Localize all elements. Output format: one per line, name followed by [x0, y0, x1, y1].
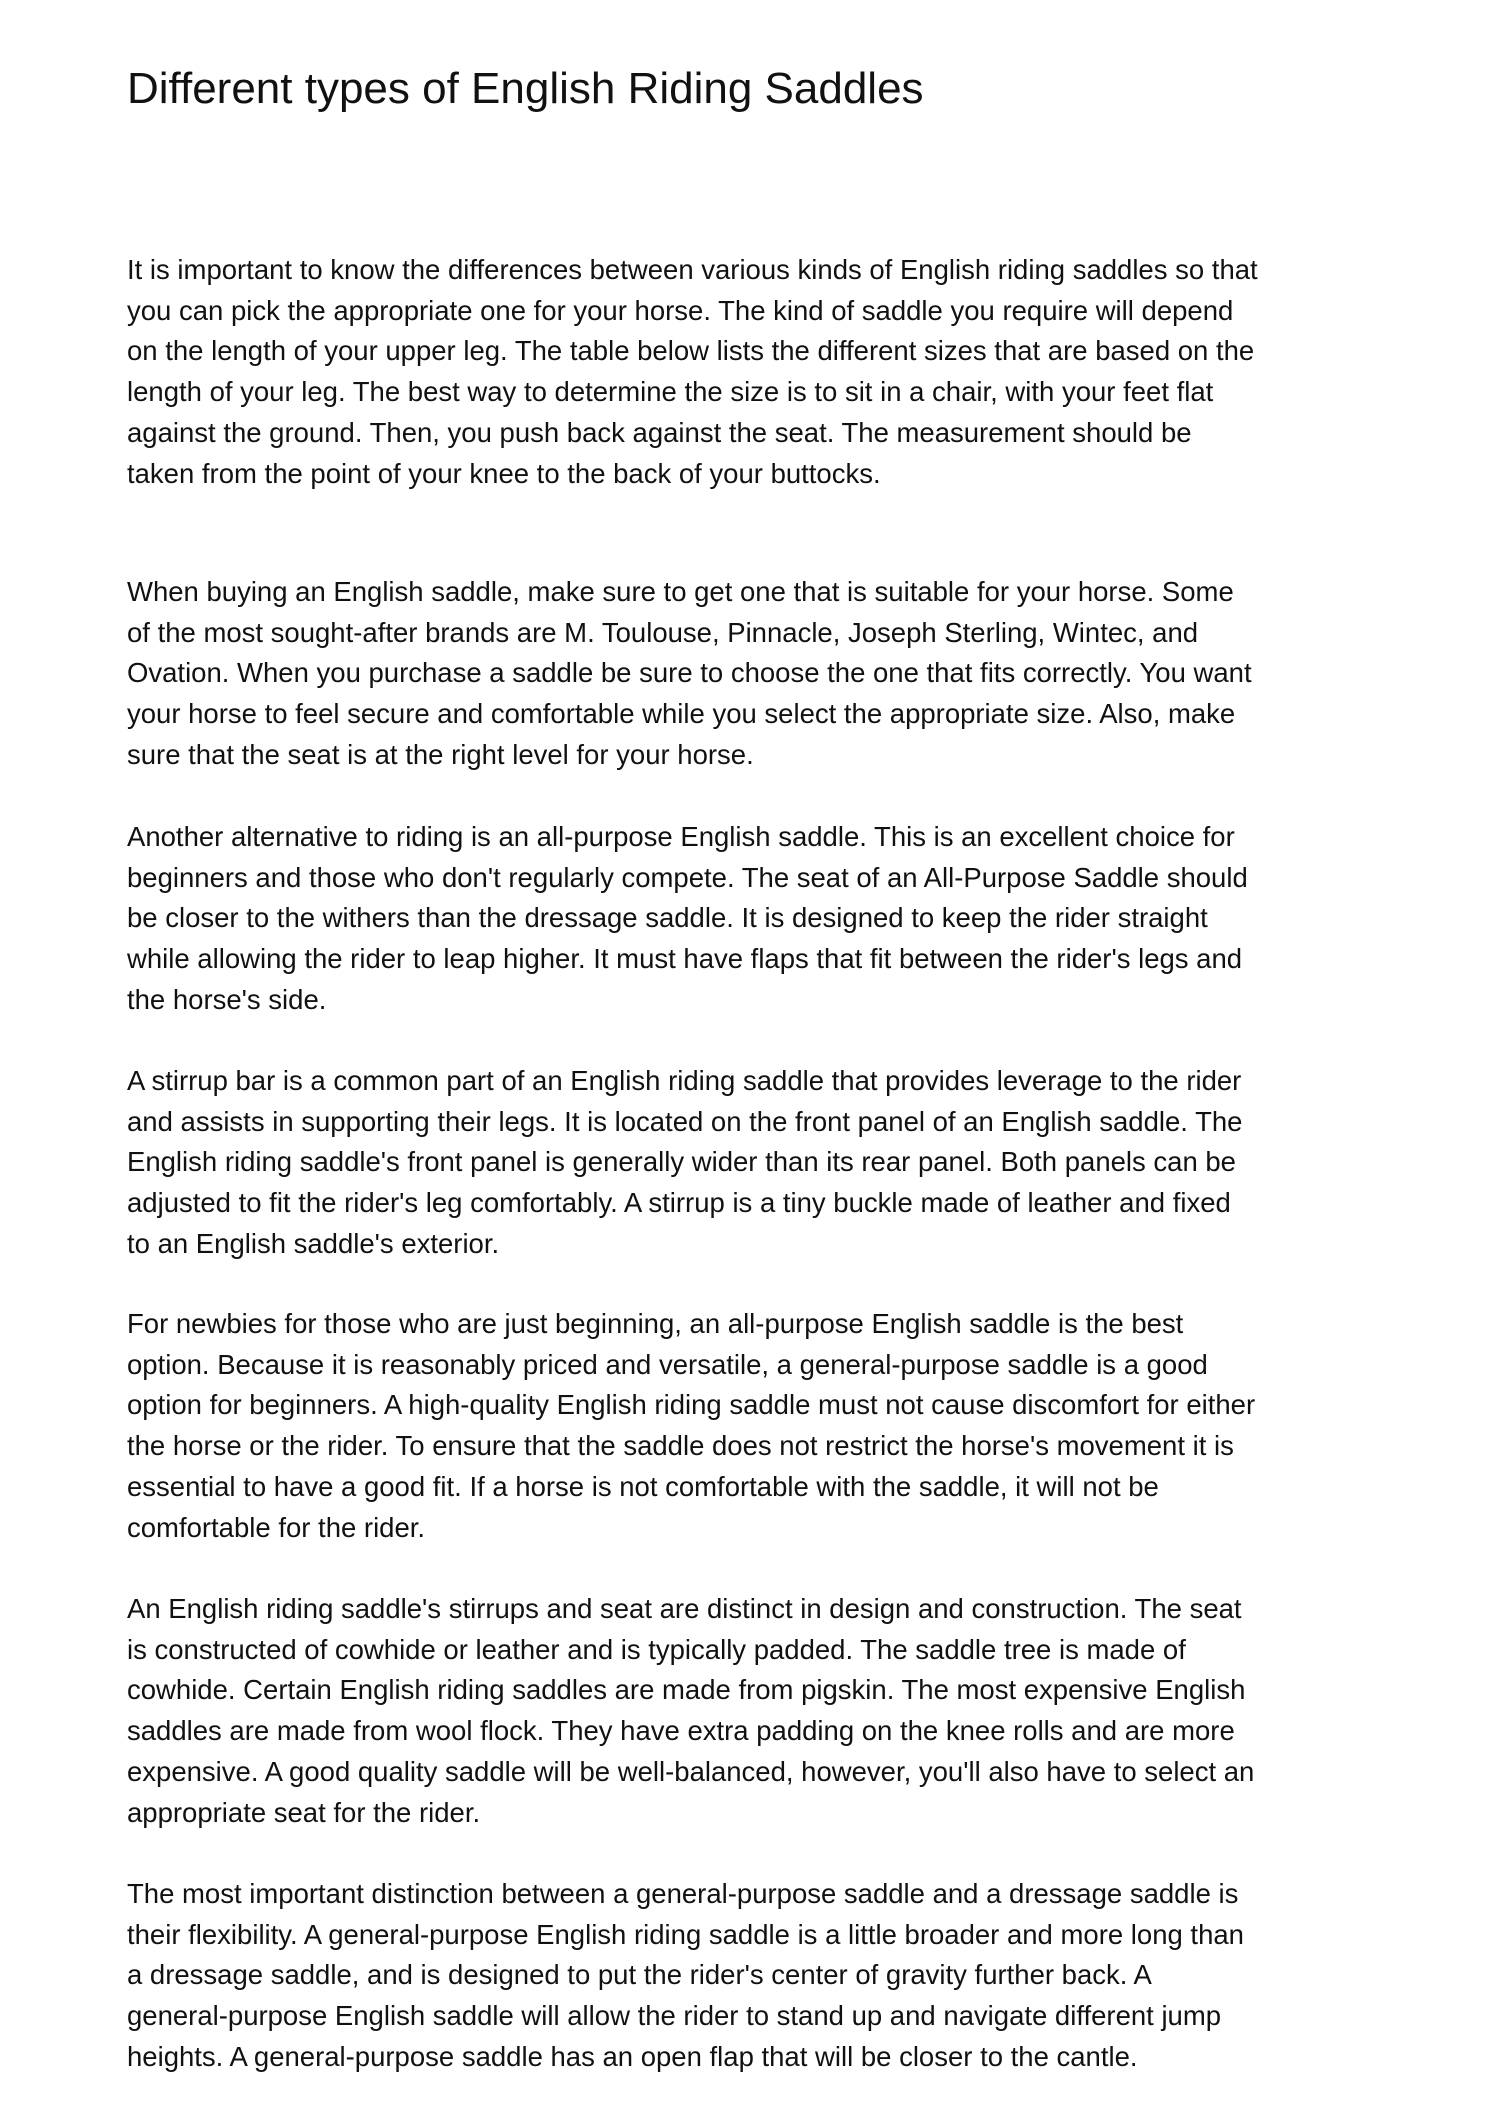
- paragraph-line: their flexibility. A general-purpose English riding saddle is a little broader and more long than: [127, 1918, 1244, 1950]
- paragraph-line: on the length of your upper leg. The table below lists the different sizes that are based on the: [127, 335, 1255, 367]
- paragraph-line: a dressage saddle, and is designed to put the rider's center of gravity further back. A: [127, 1959, 1152, 1991]
- paragraph-line: you can pick the appropriate one for your horse. The kind of saddle you require will depend: [127, 294, 1234, 326]
- paragraph-line: A stirrup bar is a common part of an English riding saddle that provides leverage to the rider: [127, 1065, 1242, 1096]
- paragraph-line: general-purpose English saddle will allow the rider to stand up and navigate different jump: [127, 2000, 1222, 2032]
- paragraph-line: to an English saddle's exterior.: [127, 1227, 500, 1259]
- paragraph-line: of the most sought-after brands are M. Toulouse, Pinnacle, Joseph Sterling, Wintec, and: [127, 616, 1199, 648]
- paragraph-line: sure that the seat is at the right level for your horse.: [127, 738, 754, 770]
- paragraph-line: cowhide. Certain English riding saddles are made from pigskin. The most expensive English: [127, 1674, 1246, 1706]
- page-title: Different types of English Riding Saddles: [127, 64, 924, 113]
- paragraph-line: while allowing the rider to leap higher. It must have flaps that fit between the rider's legs and: [127, 943, 1243, 975]
- paragraph: [127, 1589, 1254, 1833]
- paragraph: [127, 572, 1252, 776]
- paragraph: [127, 1061, 1242, 1265]
- paragraph-line: and assists in supporting their legs. It is located on the front panel of an English saddle. The: [127, 1105, 1243, 1137]
- paragraph-line: Another alternative to riding is an all-purpose English saddle. This is an excellent choice for: [127, 821, 1235, 852]
- paragraph-line: comfortable for the rider.: [127, 1511, 426, 1543]
- paragraph-line: beginners and those who don't regularly compete. The seat of an All-Purpose Saddle should: [127, 861, 1248, 893]
- paragraph-line: heights. A general-purpose saddle has an open flap that will be closer to the cantle.: [127, 2040, 1138, 2072]
- paragraph-line: the horse or the rider. To ensure that the saddle does not restrict the horse's movement it is: [127, 1430, 1234, 1462]
- paragraph-line: option for beginners. A high-quality English riding saddle must not cause discomfort for either: [127, 1389, 1256, 1421]
- paragraph-line: be closer to the withers than the dressage saddle. It is designed to keep the rider straight: [127, 902, 1208, 934]
- paragraph-line: taken from the point of your knee to the back of your buttocks.: [127, 457, 881, 489]
- paragraph-line: essential to have a good fit. If a horse is not comfortable with the saddle, it will not be: [127, 1470, 1159, 1502]
- paragraph-line: is constructed of cowhide or leather and is typically padded. The saddle tree is made of: [127, 1633, 1186, 1665]
- paragraph-line: Ovation. When you purchase a saddle be sure to choose the one that fits correctly. You want: [127, 657, 1252, 689]
- paragraph-line: adjusted to fit the rider's leg comfortably. A stirrup is a tiny buckle made of leather and fixed: [127, 1187, 1231, 1219]
- paragraph-line: your horse to feel secure and comfortable while you select the appropriate size. Also, make: [127, 698, 1236, 730]
- paragraph-line: length of your leg. The best way to determine the size is to sit in a chair, with your feet flat: [127, 376, 1214, 408]
- paragraph-line: the horse's side.: [127, 983, 327, 1015]
- paragraph-line: For newbies for those who are just beginning, an all-purpose English saddle is the best: [127, 1308, 1184, 1339]
- paragraph-line: option. Because it is reasonably priced and versatile, a general-purpose saddle is a good: [127, 1348, 1208, 1380]
- paragraph: [127, 250, 1258, 494]
- paragraph: [127, 817, 1248, 1021]
- paragraph-line: It is important to know the differences between various kinds of English riding saddles so that: [127, 254, 1258, 285]
- paragraph-line: An English riding saddle's stirrups and seat are distinct in design and construction. The seat: [127, 1593, 1242, 1624]
- paragraph-line: The most important distinction between a general-purpose saddle and a dressage saddle is: [127, 1878, 1239, 1909]
- paragraph: [127, 1304, 1255, 1548]
- paragraph-line: appropriate seat for the rider.: [127, 1796, 481, 1828]
- paragraph: [127, 1874, 1244, 2078]
- paragraph-line: against the ground. Then, you push back against the seat. The measurement should be: [127, 416, 1192, 448]
- paragraph-line: When buying an English saddle, make sure to get one that is suitable for your horse. Some: [127, 576, 1234, 607]
- paragraph-line: saddles are made from wool flock. They have extra padding on the knee rolls and are more: [127, 1715, 1235, 1747]
- paragraph-line: English riding saddle's front panel is generally wider than its rear panel. Both panels can be: [127, 1146, 1236, 1178]
- paragraph-line: expensive. A good quality saddle will be well-balanced, however, you'll also have to select an: [127, 1755, 1255, 1787]
